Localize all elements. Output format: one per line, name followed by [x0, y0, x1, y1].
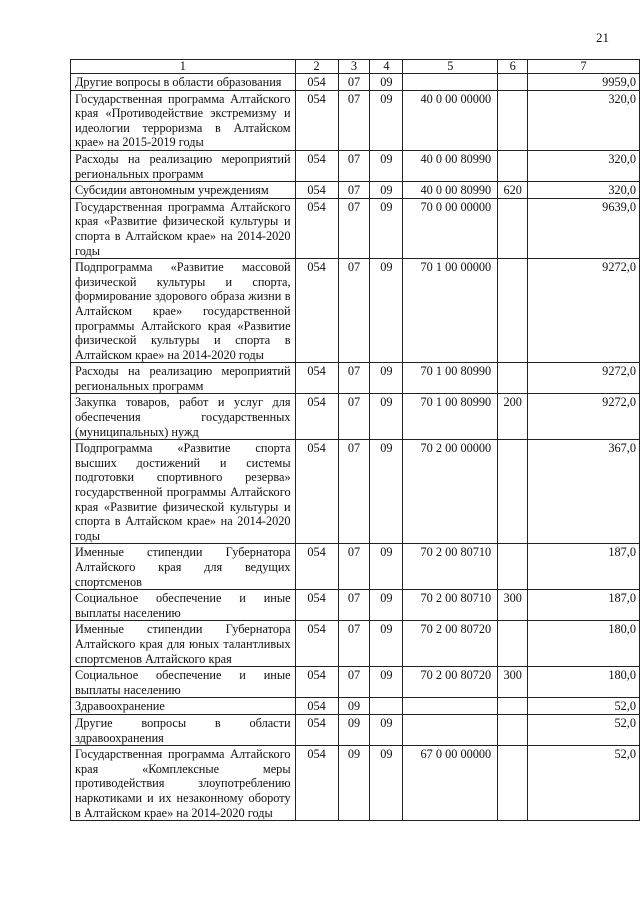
amount-cell: 180,0 — [528, 621, 640, 667]
expense-type-cell — [498, 90, 528, 150]
ministry-code-cell: 054 — [295, 714, 338, 745]
section-code-cell: 07 — [338, 90, 370, 150]
target-code-cell: 70 0 00 00000 — [403, 198, 498, 258]
ministry-code-cell: 054 — [295, 74, 338, 91]
table-row — [71, 667, 640, 698]
column-header: 6 — [498, 60, 528, 74]
table-row — [71, 394, 640, 440]
section-code-cell: 07 — [338, 394, 370, 440]
ministry-code-cell: 054 — [295, 394, 338, 440]
expense-type-cell: 300 — [498, 667, 528, 698]
amount-cell: 52,0 — [528, 714, 640, 745]
section-code-cell: 07 — [338, 544, 370, 590]
expense-type-cell: 300 — [498, 590, 528, 621]
subsection-code-cell — [370, 698, 403, 715]
amount-cell: 9272,0 — [528, 363, 640, 394]
expense-name-cell: Закупка товаров, работ и услуг для обеспечения государственных (муниципальных) нужд — [71, 394, 296, 440]
expense-name-cell: Субсидии автономным учреждениям — [71, 182, 296, 199]
table-header-row — [71, 60, 640, 74]
expense-name-cell: Другие вопросы в области образования — [71, 74, 296, 91]
budget-table — [70, 59, 640, 821]
expense-type-cell — [498, 714, 528, 745]
section-code-cell: 07 — [338, 198, 370, 258]
amount-cell: 180,0 — [528, 667, 640, 698]
subsection-code-cell: 09 — [370, 667, 403, 698]
table-body — [71, 74, 640, 821]
amount-cell: 9959,0 — [528, 74, 640, 91]
expense-name-cell: Расходы на реализацию мероприятий региональных программ — [71, 363, 296, 394]
column-header: 1 — [71, 60, 296, 74]
subsection-code-cell: 09 — [370, 363, 403, 394]
table-row — [71, 74, 640, 91]
subsection-code-cell: 09 — [370, 90, 403, 150]
table-row — [71, 259, 640, 363]
amount-cell: 52,0 — [528, 746, 640, 821]
column-header: 4 — [370, 60, 403, 74]
expense-type-cell: 620 — [498, 182, 528, 199]
amount-cell: 187,0 — [528, 544, 640, 590]
ministry-code-cell: 054 — [295, 90, 338, 150]
ministry-code-cell: 054 — [295, 182, 338, 199]
expense-name-cell: Другие вопросы в области здравоохранения — [71, 714, 296, 745]
expense-type-cell — [498, 544, 528, 590]
target-code-cell: 70 2 00 00000 — [403, 440, 498, 544]
table-row — [71, 440, 640, 544]
target-code-cell: 70 2 00 80720 — [403, 621, 498, 667]
target-code-cell: 70 1 00 80990 — [403, 363, 498, 394]
target-code-cell: 70 2 00 80710 — [403, 590, 498, 621]
expense-type-cell — [498, 198, 528, 258]
column-header: 3 — [338, 60, 370, 74]
table-row — [71, 746, 640, 821]
ministry-code-cell: 054 — [295, 746, 338, 821]
table-row — [71, 90, 640, 150]
target-code-cell: 70 1 00 00000 — [403, 259, 498, 363]
expense-name-cell: Именные стипендии Губернатора Алтайского края для ведущих спортсменов — [71, 544, 296, 590]
ministry-code-cell: 054 — [295, 544, 338, 590]
amount-cell: 187,0 — [528, 590, 640, 621]
table-row — [71, 698, 640, 715]
target-code-cell: 70 2 00 80720 — [403, 667, 498, 698]
subsection-code-cell: 09 — [370, 198, 403, 258]
table-row — [71, 182, 640, 199]
subsection-code-cell: 09 — [370, 590, 403, 621]
subsection-code-cell: 09 — [370, 621, 403, 667]
ministry-code-cell: 054 — [295, 150, 338, 181]
section-code-cell: 07 — [338, 363, 370, 394]
expense-type-cell — [498, 698, 528, 715]
amount-cell: 52,0 — [528, 698, 640, 715]
expense-type-cell — [498, 259, 528, 363]
ministry-code-cell: 054 — [295, 440, 338, 544]
amount-cell: 320,0 — [528, 150, 640, 181]
subsection-code-cell: 09 — [370, 544, 403, 590]
expense-name-cell: Здравоохранение — [71, 698, 296, 715]
table-row — [71, 590, 640, 621]
section-code-cell: 07 — [338, 590, 370, 621]
ministry-code-cell: 054 — [295, 621, 338, 667]
ministry-code-cell: 054 — [295, 698, 338, 715]
table-row — [71, 621, 640, 667]
amount-cell: 367,0 — [528, 440, 640, 544]
target-code-cell: 70 2 00 80710 — [403, 544, 498, 590]
subsection-code-cell: 09 — [370, 440, 403, 544]
subsection-code-cell: 09 — [370, 746, 403, 821]
subsection-code-cell: 09 — [370, 394, 403, 440]
ministry-code-cell: 054 — [295, 667, 338, 698]
ministry-code-cell: 054 — [295, 198, 338, 258]
section-code-cell: 07 — [338, 150, 370, 181]
subsection-code-cell: 09 — [370, 714, 403, 745]
section-code-cell: 07 — [338, 182, 370, 199]
amount-cell: 9272,0 — [528, 259, 640, 363]
target-code-cell: 40 0 00 80990 — [403, 182, 498, 199]
amount-cell: 9272,0 — [528, 394, 640, 440]
ministry-code-cell: 054 — [295, 590, 338, 621]
expense-name-cell: Социальное обеспечение и иные выплаты населению — [71, 590, 296, 621]
table-row — [71, 150, 640, 181]
expense-name-cell: Государственная программа Алтайского края «Развитие физической культуры и спорта в Алтайском крае» на 2014-2020 годы — [71, 198, 296, 258]
expense-type-cell — [498, 440, 528, 544]
section-code-cell: 07 — [338, 667, 370, 698]
expense-type-cell — [498, 150, 528, 181]
section-code-cell: 09 — [338, 698, 370, 715]
amount-cell: 9639,0 — [528, 198, 640, 258]
section-code-cell: 09 — [338, 746, 370, 821]
target-code-cell — [403, 714, 498, 745]
subsection-code-cell: 09 — [370, 150, 403, 181]
expense-name-cell: Государственная программа Алтайского края «Противодействие экстремизму и идеологии терроризма в Алтайском крае» на 2015-2019 годы — [71, 90, 296, 150]
expense-name-cell: Расходы на реализацию мероприятий региональных программ — [71, 150, 296, 181]
expense-name-cell: Государственная программа Алтайского края «Комплексные меры противодействия злоупотреблению наркотиками и их незаконному обороту в Алтайском крае» на 2014-2020 годы — [71, 746, 296, 821]
subsection-code-cell: 09 — [370, 74, 403, 91]
target-code-cell: 40 0 00 00000 — [403, 90, 498, 150]
ministry-code-cell: 054 — [295, 259, 338, 363]
expense-type-cell — [498, 363, 528, 394]
amount-cell: 320,0 — [528, 90, 640, 150]
expense-type-cell: 200 — [498, 394, 528, 440]
table-row — [71, 198, 640, 258]
subsection-code-cell: 09 — [370, 182, 403, 199]
expense-name-cell: Подпрограмма «Развитие массовой физической культуры и спорта, формирование здорового образа жизни в Алтайском крае» государственной программы Алтайского края «Развитие физической культуры и спорта в Алтайском крае» на 2014-2020 годы — [71, 259, 296, 363]
table-row — [71, 363, 640, 394]
section-code-cell: 07 — [338, 621, 370, 667]
table-row — [71, 544, 640, 590]
expense-type-cell — [498, 621, 528, 667]
section-code-cell: 09 — [338, 714, 370, 745]
expense-name-cell: Именные стипендии Губернатора Алтайского края для юных талантливых спортсменов Алтайского края — [71, 621, 296, 667]
column-header: 5 — [403, 60, 498, 74]
expense-name-cell: Социальное обеспечение и иные выплаты населению — [71, 667, 296, 698]
table-row — [71, 714, 640, 745]
column-header: 2 — [295, 60, 338, 74]
subsection-code-cell: 09 — [370, 259, 403, 363]
expense-type-cell — [498, 74, 528, 91]
section-code-cell: 07 — [338, 259, 370, 363]
expense-type-cell — [498, 746, 528, 821]
target-code-cell: 70 1 00 80990 — [403, 394, 498, 440]
column-header: 7 — [528, 60, 640, 74]
section-code-cell: 07 — [338, 440, 370, 544]
section-code-cell: 07 — [338, 74, 370, 91]
target-code-cell — [403, 698, 498, 715]
amount-cell: 320,0 — [528, 182, 640, 199]
ministry-code-cell: 054 — [295, 363, 338, 394]
page-number: 21 — [596, 30, 609, 45]
target-code-cell — [403, 74, 498, 91]
target-code-cell: 40 0 00 80990 — [403, 150, 498, 181]
target-code-cell: 67 0 00 00000 — [403, 746, 498, 821]
expense-name-cell: Подпрограмма «Развитие спорта высших достижений и системы подготовки спортивного резерва» государственной программы Алтайского края «Развитие физической культуры и спорта в Алтайском крае» на 2014-2020 годы — [71, 440, 296, 544]
